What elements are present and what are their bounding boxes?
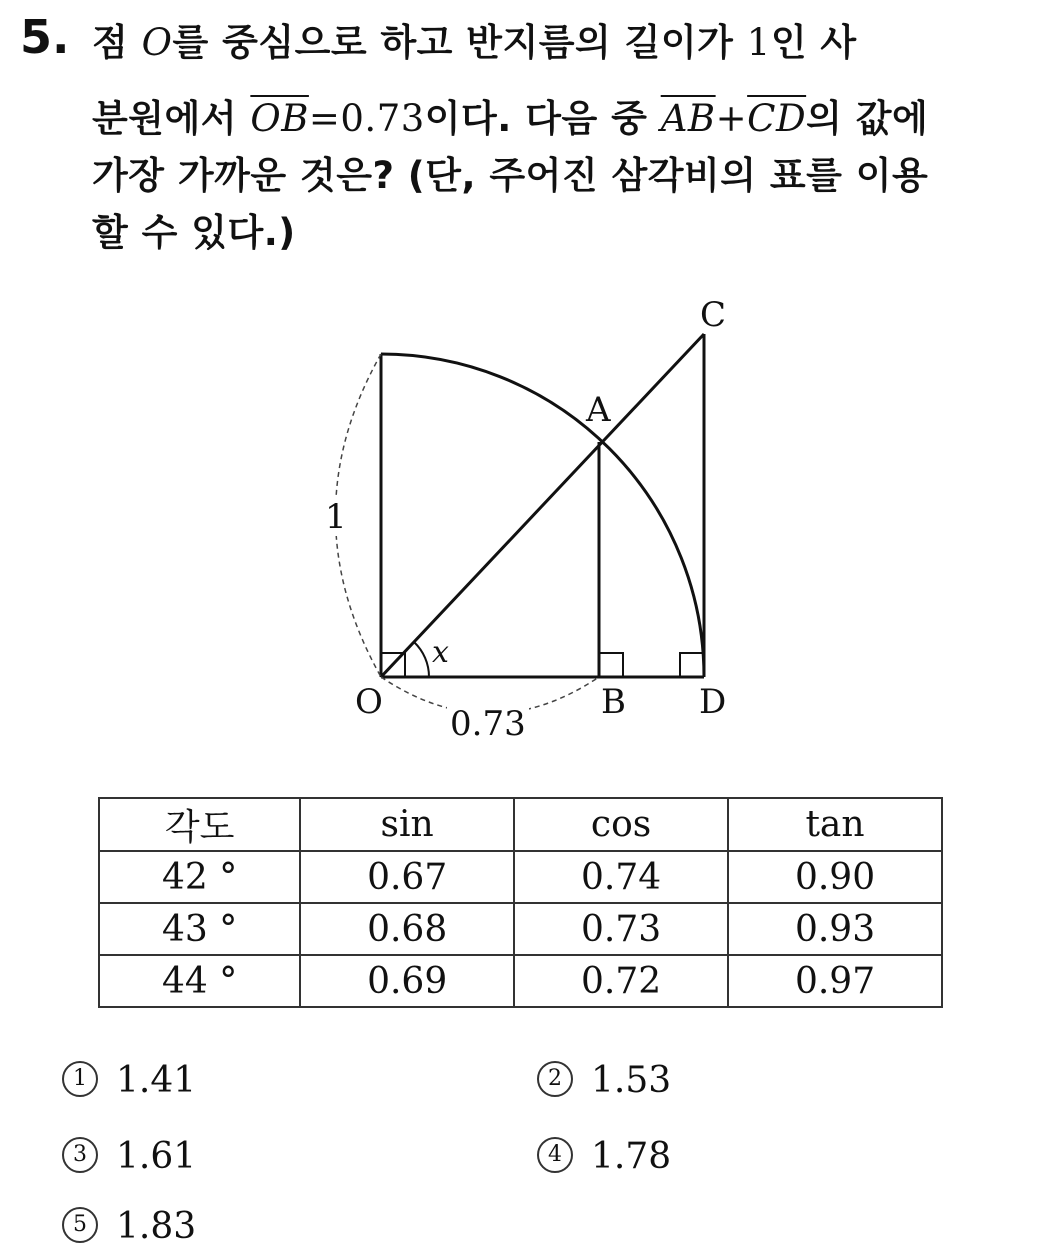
label-angle-x: x bbox=[432, 635, 449, 670]
choice-value: 1.78 bbox=[591, 1136, 672, 1177]
choice-marker: 3 bbox=[62, 1137, 98, 1173]
right-angle-d bbox=[680, 653, 704, 677]
table-row bbox=[99, 903, 942, 955]
question-text: 점 bbox=[92, 21, 142, 64]
table-header-sin: sin bbox=[300, 798, 514, 851]
label-d: D bbox=[699, 682, 727, 722]
segment-ab: $\overline{AB}$ bbox=[660, 97, 716, 140]
segment-ob: $\overline{OB}$ bbox=[250, 97, 309, 140]
table-header-row bbox=[99, 798, 942, 851]
math-equation: =0.73 bbox=[308, 97, 425, 140]
table-cell: 0.68 bbox=[300, 903, 514, 955]
choice-value: 1.61 bbox=[116, 1136, 197, 1177]
question-text: 인 사 bbox=[770, 21, 857, 64]
label-radius-1: 1 bbox=[325, 497, 347, 537]
choice-4[interactable] bbox=[537, 1136, 671, 1177]
question-line-4: 할 수 있다.) bbox=[92, 211, 296, 254]
choice-3[interactable] bbox=[62, 1136, 196, 1177]
choice-1[interactable] bbox=[62, 1060, 196, 1101]
table-cell: 42 ° bbox=[99, 851, 300, 903]
table-cell: 0.93 bbox=[728, 903, 942, 955]
question-number: 5. bbox=[20, 10, 70, 64]
choice-marker: 4 bbox=[537, 1137, 573, 1173]
choice-marker: 2 bbox=[537, 1061, 573, 1097]
table-cell: 0.67 bbox=[300, 851, 514, 903]
question-text: 분원에서 bbox=[92, 97, 251, 140]
label-c: C bbox=[700, 295, 727, 335]
table-cell: 43 ° bbox=[99, 903, 300, 955]
choice-value: 1.53 bbox=[591, 1060, 672, 1101]
choice-value: 1.83 bbox=[116, 1206, 197, 1247]
table-cell: 0.90 bbox=[728, 851, 942, 903]
table-cell: 0.97 bbox=[728, 955, 942, 1007]
question-text: 이다. 다음 중 bbox=[424, 97, 661, 140]
question-text: 의 값에 bbox=[806, 97, 929, 140]
angle-arc bbox=[414, 642, 429, 677]
table-header-cos: cos bbox=[514, 798, 728, 851]
choice-marker: 1 bbox=[62, 1061, 98, 1097]
quarter-arc bbox=[381, 354, 704, 677]
table-row bbox=[99, 955, 942, 1007]
choice-value: 1.41 bbox=[116, 1060, 197, 1101]
table-cell: 0.72 bbox=[514, 955, 728, 1007]
table-header-tan: tan bbox=[728, 798, 942, 851]
table-cell: 0.73 bbox=[514, 903, 728, 955]
question-line-3: 가장 가까운 것은? (단, 주어진 삼각비의 표를 이용 bbox=[92, 154, 929, 197]
label-o: O bbox=[355, 682, 383, 722]
math-variable-o: O bbox=[141, 21, 173, 64]
label-a: A bbox=[586, 390, 611, 430]
table-row bbox=[99, 851, 942, 903]
table-header-angle: 각도 bbox=[99, 798, 300, 851]
right-angle-b bbox=[599, 653, 623, 677]
table-cell: 44 ° bbox=[99, 955, 300, 1007]
question-text: 를 중심으로 하고 반지름의 길이가 bbox=[172, 21, 747, 64]
segment-cd: $\overline{CD}$ bbox=[747, 97, 807, 140]
trig-table bbox=[98, 797, 943, 1008]
table-cell: 0.69 bbox=[300, 955, 514, 1007]
choice-5[interactable] bbox=[62, 1206, 196, 1247]
choice-2[interactable] bbox=[537, 1060, 671, 1101]
choice-marker: 5 bbox=[62, 1207, 98, 1243]
label-b: B bbox=[601, 682, 626, 722]
math-number: 1 bbox=[746, 21, 771, 64]
label-ob-length: 0.73 bbox=[450, 704, 526, 744]
table-cell: 0.74 bbox=[514, 851, 728, 903]
math-plus: + bbox=[715, 97, 748, 140]
